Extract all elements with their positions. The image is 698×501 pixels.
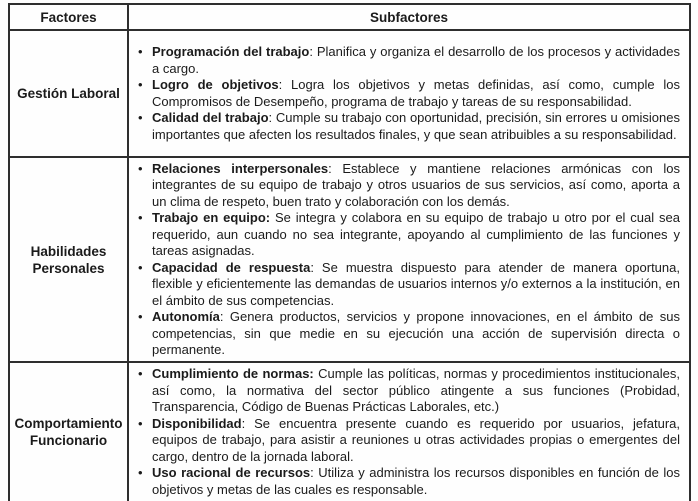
factors-table <box>8 3 691 501</box>
bullet-icon: • <box>138 160 143 176</box>
bullet-icon: • <box>138 210 143 225</box>
subfactor-description: Se integra y colabora en su equipo de trabajo u otro por el cual sea requerido, aun cuando no sea integrante, apoyando al cumplimiento de las funciones y tareas asignadas. <box>152 210 680 258</box>
subfactor-name: Programación del trabajo <box>152 44 310 59</box>
subfactors-cell <box>128 30 690 157</box>
subfactor-item <box>129 44 680 77</box>
subfactor-list <box>129 44 680 143</box>
bullet-icon: • <box>138 77 143 92</box>
subfactor-name: Calidad del trabajo <box>152 110 269 125</box>
table-row <box>9 30 690 157</box>
subfactor-description: : Establece y mantiene relaciones armónicas con los integrantes de su equipo de trabajo y otros usuarios de sus servicios, así como, aporta a un clima de respeto, buen trato y colaboración con los demás. <box>152 160 680 209</box>
bullet-icon: • <box>138 465 143 480</box>
header-row <box>9 4 690 30</box>
subfactor-list <box>129 161 680 359</box>
table-row <box>9 157 690 362</box>
table-body <box>9 30 690 501</box>
subfactor-item <box>129 465 680 498</box>
subfactor-item <box>129 309 680 359</box>
subfactor-name: Trabajo en equipo: <box>152 210 271 225</box>
subfactor-item <box>129 161 680 211</box>
subfactor-item <box>129 416 680 466</box>
subfactor-name: Capacidad de respuesta <box>152 259 311 275</box>
subfactor-name: Logro de objetivos <box>152 77 279 92</box>
column-header-subfactores: Subfactores <box>128 4 690 30</box>
column-header-factores: Factores <box>9 4 128 30</box>
subfactor-description: : Planifica y organiza el desarrollo de los procesos y actividades a cargo. <box>152 44 680 76</box>
subfactor-item <box>129 260 680 310</box>
bullet-icon: • <box>138 415 143 431</box>
bullet-icon: • <box>138 259 143 275</box>
subfactor-name: Cumplimiento de normas: <box>152 366 314 381</box>
subfactor-description: Cumple las políticas, normas y procedimientos institucionales, así como, la normativa del sector público atingente a sus funciones (Probidad, Transparencia, Código de Buenas Prácticas Laborales, etc.) <box>152 366 680 414</box>
subfactor-item <box>129 77 680 110</box>
subfactor-name: Uso racional de recursos <box>152 465 311 480</box>
subfactor-item <box>129 110 680 143</box>
subfactors-cell <box>128 362 690 501</box>
subfactor-description: : Se encuentra presente cuando es requerido por usuarios, jefatura, equipos de trabajo, para asistir a reuniones u otras actividades propias o emergentes del cargo, dentro de la jornada laboral. <box>152 415 680 464</box>
subfactor-description: : Logra los objetivos y metas definidas, así como, cumple los Compromisos de Desempeño, programa de trabajo y tareas de su responsabilidad. <box>152 77 680 109</box>
subfactor-description: : Se muestra dispuesto para atender de manera oportuna, flexible y eficientemente las demandas de usuarios internos y/o externos a la institución, en el ámbito de sus competencias. <box>152 259 680 308</box>
subfactor-description: : Genera productos, servicios y propone innovaciones, en el ámbito de sus competencias, sin que medie en su ejecución una acción de supervisión directa o permanente. <box>152 309 680 357</box>
subfactors-cell <box>128 157 690 362</box>
subfactor-name: Relaciones interpersonales <box>152 160 329 176</box>
subfactor-name: Disponibilidad <box>152 415 242 431</box>
factor-name: Gestión Laboral <box>9 30 128 157</box>
subfactor-name: Autonomía <box>152 309 220 324</box>
bullet-icon: • <box>138 44 143 59</box>
subfactor-description: : Cumple su trabajo con oportunidad, precisión, sin errores u omisiones importantes que afecten los resultados finales, y que sean atribuibles a su responsabilidad. <box>152 110 680 142</box>
bullet-icon: • <box>138 366 143 381</box>
bullet-icon: • <box>138 110 143 125</box>
table-row <box>9 362 690 501</box>
factor-name: Comportamiento Funcionario <box>9 362 128 501</box>
factor-name: Habilidades Personales <box>9 157 128 362</box>
subfactor-item <box>129 366 680 416</box>
bullet-icon: • <box>138 309 143 324</box>
subfactor-item <box>129 210 680 260</box>
subfactor-description: : Utiliza y administra los recursos disponibles en función de los objetivos y metas de las cuales es responsable. <box>152 465 681 497</box>
subfactor-list <box>129 366 680 498</box>
